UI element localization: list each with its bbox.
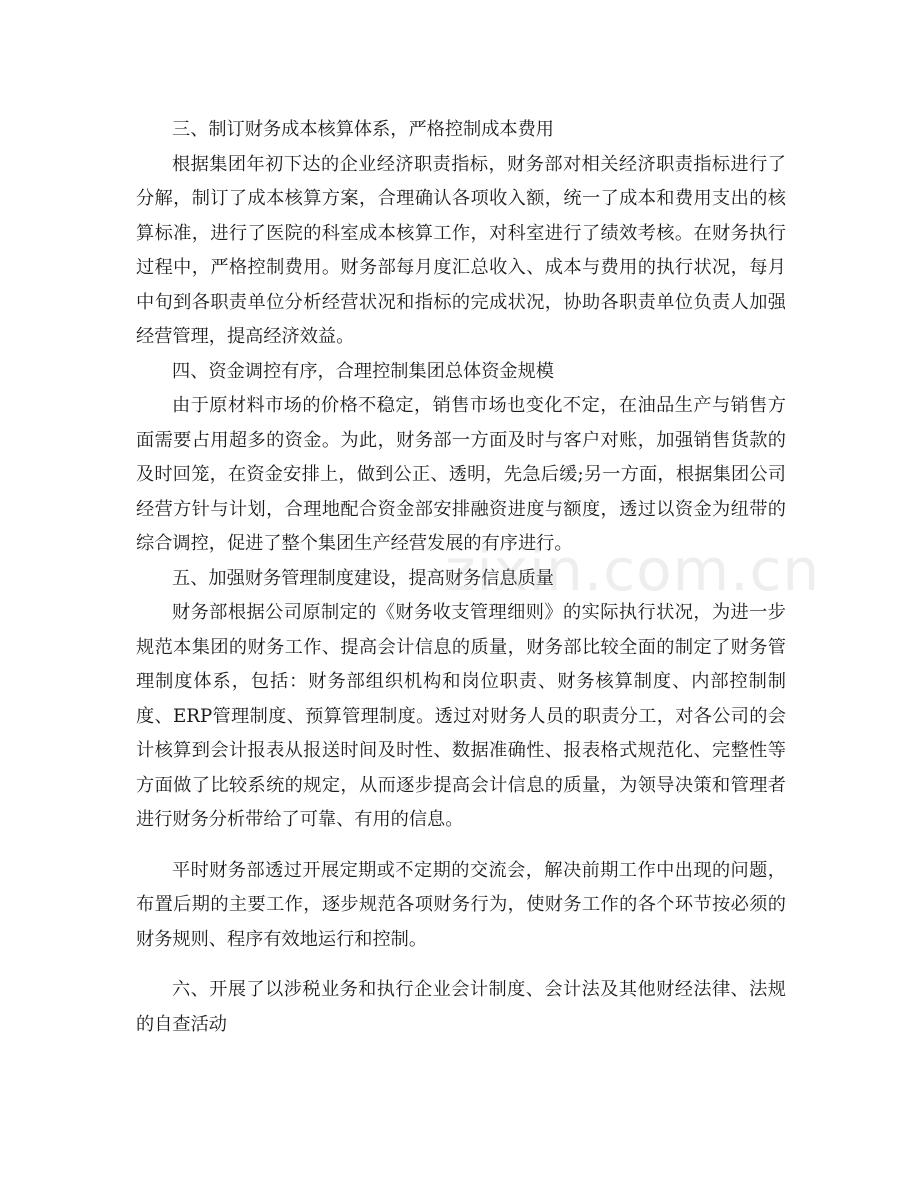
section-heading-5: 五、加强财务管理制度建设，提高财务信息质量	[172, 567, 554, 589]
body-paragraph-1: 根据集团年初下达的企业经济职责指标，财务部对相关经济职责指标进行了分解，制订了成本核算方案，合理确认各项收入额，统一了成本和费用支出的核算标准，进行了医院的科室成本核算工作，对科室进行了绩效考核。在财务执行过程中，严格控制费用。财务部每月度汇总收入、成本与费用的执行状况，每月中旬到各职责单位分析经营状况和指标的完成状况，协助各职责单位负责人加强经营管理，提高经济效益。	[136, 153, 786, 347]
body-paragraph-2: 由于原材料市场的价格不稳定，销售市场也变化不定，在油品生产与销售方面需要占用超多的资金。为此，财务部一方面及时与客户对账，加强销售货款的及时回笼，在资金安排上，做到公正、透明，先急后缓;另一方面，根据集团公司经营方针与计划，合理地配合资金部安排融资进度与额度，透过以资金为纽带的综合调控，促进了整个集团生产经营发展的有序进行。	[136, 395, 786, 554]
section-heading-3: 三、制订财务成本核算体系，严格控制成本费用	[172, 119, 554, 140]
body-paragraph-3: 财务部根据公司原制定的《财务收支管理细则》的实际执行状况，为进一步规范本集团的财务工作、提高会计信息的质量，财务部比较全面的制定了财务管理制度体系，包括：财务部组织机构和岗位职责、财务核算制度、内部控制制度、ERP管理制度、预算管理制度。透过对财务人员的职责分工，对各公司的会计核算到会计报表从报送时间及时性、数据准确性、报表格式规范化、完整性等方面做了比较系统的规定，从而逐步提高会计信息的质量，为领导决策和管理者进行财务分析带给了可靠、有用的信息。	[136, 602, 786, 830]
section-heading-4: 四、资金调控有序，合理控制集团总体资金规模	[172, 360, 554, 382]
section-heading-6: 六、开展了以涉税业务和执行企业会计制度、会计法及其他财经法律、法规的自查活动	[136, 979, 786, 1035]
document-body	[136, 113, 786, 1042]
body-paragraph-4: 平时财务部透过开展定期或不定期的交流会，解决前期工作中出现的问题，布置后期的主要工作，逐步规范各项财务行为，使财务工作的各个环节按必须的财务规则、程序有效地运行和控制。	[136, 859, 786, 950]
watermark: zixin.com.cn	[445, 536, 821, 604]
